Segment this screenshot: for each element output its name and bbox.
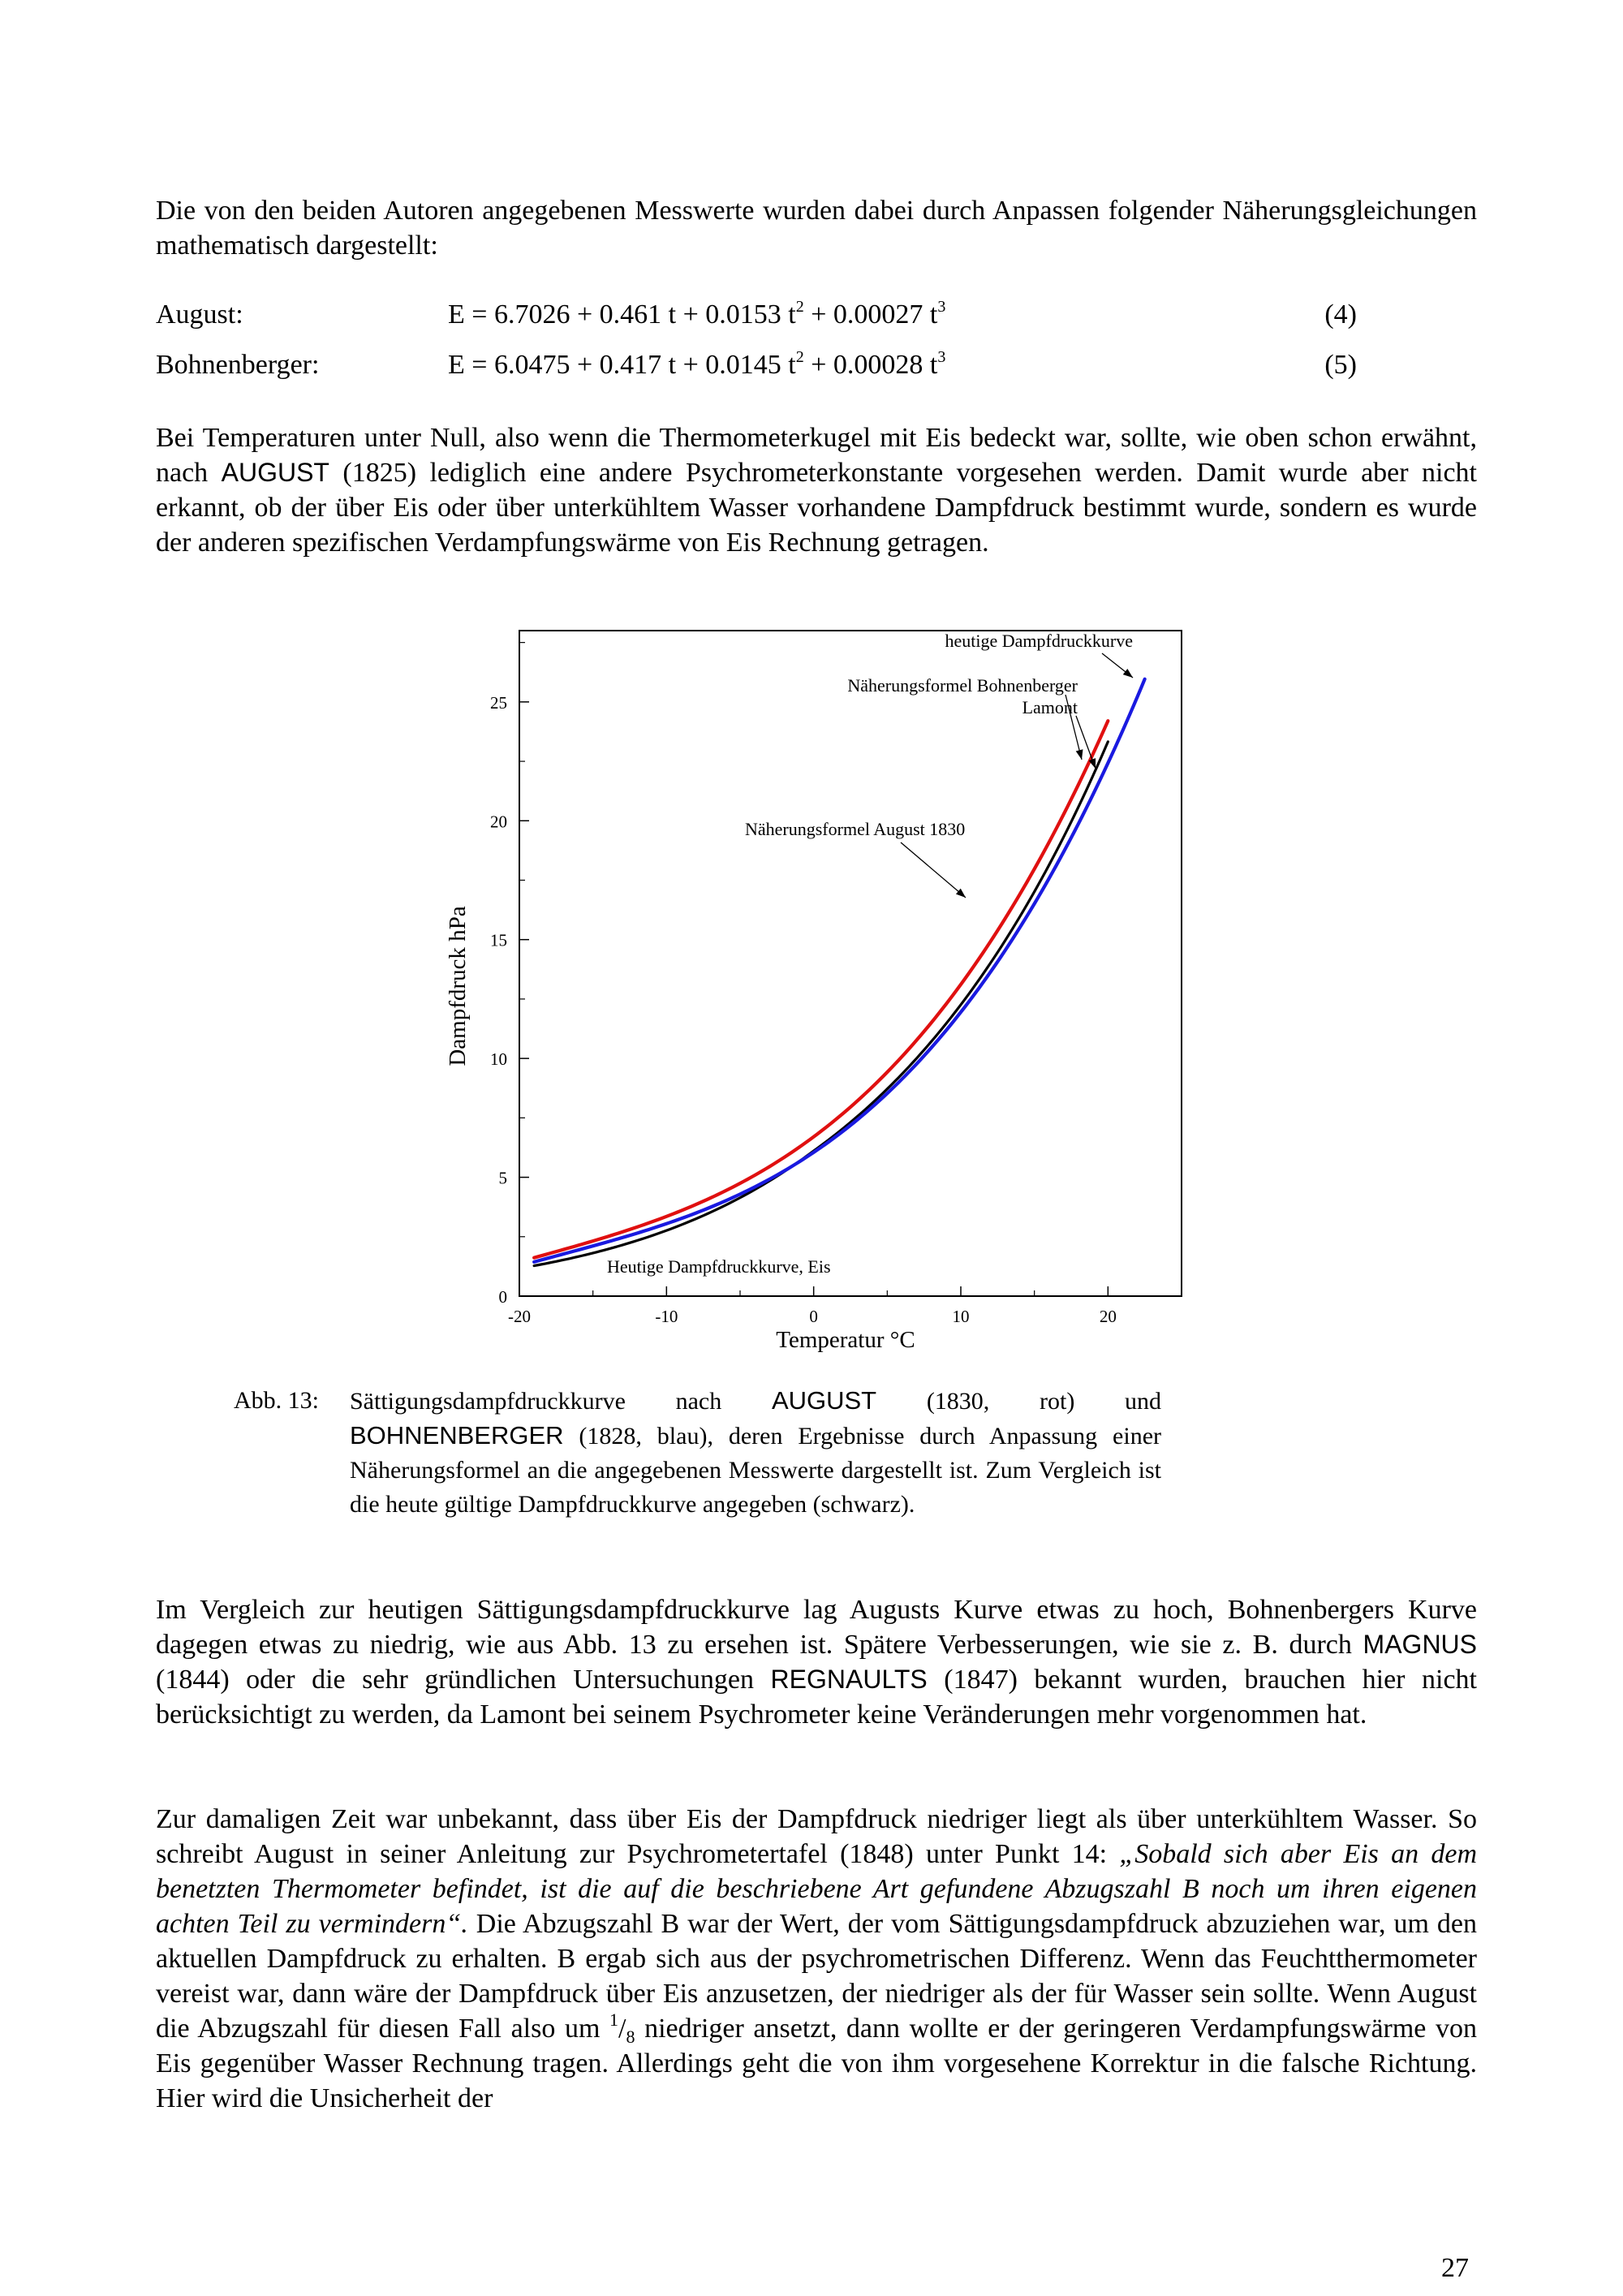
x-tick-label: -20 xyxy=(508,1307,531,1326)
paragraph-comparison: Im Vergleich zur heutigen Sättigungsdampfdruckkurve lag Augusts Kurve etwas zu hoch, Bohnenbergers Kurve dagegen etwas zu niedrig, wie aus Abb. 13 zu ersehen ist. Spätere Verbesserungen, wie sie z. B. durch MAGNUS (1844) oder die sehr gründlichen Untersuchungen REGNAULTS (1847) bekannt wurden, brauchen hier nicht berücksichtigt zu werden, da Lamont bei seinem Psychrometer keine Veränderungen mehr vorgenommen hat. xyxy=(156,1595,1477,1730)
equation-formula: E = 6.0475 + 0.417 t + 0.0145 $t^2 + 0.00028$ $t^3$ xyxy=(448,348,946,380)
intro-paragraph: Die von den beiden Autoren angegebenen Messwerte wurden dabei durch Anpassen folgender Näherungsgleichungen mathematisch dargestellt: xyxy=(156,196,1477,261)
annotation-heutige: heutige Dampfdruckkurve xyxy=(945,631,1133,651)
caption-text: Sättigungsdampfdruckkurve nach AUGUST (1830, rot) und BOHNENBERGER (1828, blau), deren Ergebnisse durch Anpassung einer Näherungsformel an die angegebenen Messwerte dargestellt ist. Zum Vergleich ist die heute gültige Dampfdruckkurve angegeben (schwarz). xyxy=(350,1386,1161,1518)
equation-label: Bohnenberger: xyxy=(156,350,320,380)
x-tick-label: 0 xyxy=(809,1307,818,1326)
equation-number: (5) xyxy=(1324,350,1357,380)
y-tick-label: 25 xyxy=(490,692,507,713)
equation-number: (4) xyxy=(1324,299,1357,330)
annotation-eis: Heutige Dampfdruckkurve, Eis xyxy=(607,1256,831,1277)
annotation-august: Näherungsformel August 1830 xyxy=(745,819,966,839)
equation-bohnenberger xyxy=(156,347,1477,385)
plot-frame xyxy=(519,631,1182,1296)
y-tick-label: 5 xyxy=(498,1168,507,1188)
equation-label: August: xyxy=(156,299,243,330)
annotation-lamont: Lamont xyxy=(1022,697,1078,717)
curve-bohnenberger xyxy=(534,679,1145,1262)
arrow-line xyxy=(901,842,966,898)
paragraph-ice: Zur damaligen Zeit war unbekannt, dass über Eis der Dampfdruck niedriger liegt als über unterkühltem Wasser. So schreibt August in seiner Anleitung zur Psychrometertafel (1848) unter Punkt 14: „Sobald sich aber Eis an dem benetzten Thermometer befindet, ist die auf die beschriebene Art gefundene Abzugszahl B noch um ihren eigenen achten Teil zu vermindern“. Die Abzugszahl B war der Wert, der vom Sättigungsdampfdruck abzuziehen war, um den aktuellen Dampfdruck zu erhalten. B ergab sich aus der psychrometrischen Differenz. Wenn das Feuchtthermometer vereist war, dann wäre der Dampfdruck über Eis anzusetzen, der niedriger als der für Wasser sein sollte. Wenn August die Abzugszahl für diesen Fall also um $^1/_8$ niedriger ansetzt, dann wollte er der geringeren Verdampfungswärme von Eis gegenüber Wasser Rechnung tragen. Allerdings geht die von ihm vorgesehene Korrektur in die falsche Richtung. Hier wird die Unsicherheit der xyxy=(156,1804,1477,2113)
curve-august xyxy=(534,721,1108,1257)
arrow-head xyxy=(1076,749,1083,760)
equation-august xyxy=(156,297,1477,334)
y-axis-label: Dampfdruck hPa xyxy=(445,906,471,1066)
y-tick-label: 15 xyxy=(490,930,507,950)
arrow-heutige xyxy=(1102,653,1133,678)
axis-ticks xyxy=(490,643,1117,1326)
y-tick-label: 0 xyxy=(498,1287,507,1307)
arrow-head xyxy=(1123,669,1133,678)
saturation-vapor-pressure-chart xyxy=(430,617,1225,1363)
curves xyxy=(534,679,1145,1266)
equation-formula: E = 6.7026 + 0.461 t + 0.0153 $t^2 + 0.00027$ $t^3$ xyxy=(448,298,946,330)
paragraph-temperatures: Bei Temperaturen unter Null, also wenn die Thermometerkugel mit Eis bedeckt war, sollte, wie oben schon erwähnt, nach AUGUST (1825) lediglich eine andere Psychrometerkonstante vorgesehen werden. Damit wurde aber nicht erkannt, ob der über Eis oder über unterkühltem Wasser vorhandene Dampfdruck bestimmt wurde, sondern es wurde der anderen spezifischen Verdampfungswärme von Eis Rechnung getragen. xyxy=(156,423,1478,558)
x-tick-label: 10 xyxy=(952,1307,970,1326)
x-axis-label: Temperatur °C xyxy=(776,1327,915,1353)
arrow-lamont xyxy=(1076,716,1096,769)
x-tick-label: 20 xyxy=(1099,1307,1117,1326)
y-tick-label: 10 xyxy=(490,1049,507,1070)
x-tick-label: -10 xyxy=(655,1307,678,1326)
caption-label: Abb. 13: xyxy=(234,1387,319,1414)
page-number: 27 xyxy=(1441,2253,1469,2283)
figure-saturation-curve xyxy=(430,617,1225,1363)
y-tick-label: 20 xyxy=(490,812,507,832)
arrow-august xyxy=(901,842,966,898)
annotation-bohnenberger: Näherungsformel Bohnenberger xyxy=(847,675,1078,696)
